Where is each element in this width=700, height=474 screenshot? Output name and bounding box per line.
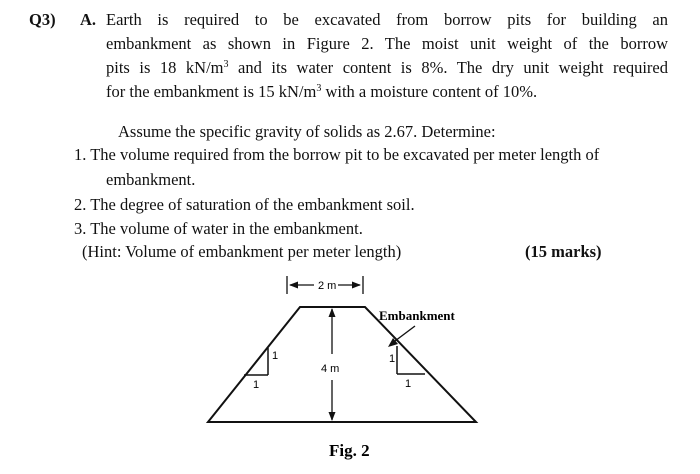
- right-slope-triangle: [397, 346, 425, 374]
- top-width-label: 2 m: [318, 280, 337, 292]
- height-label: 4 m: [321, 363, 340, 375]
- question-line-1: Earth is required to be excavated from borrow pits for building an: [106, 10, 668, 29]
- hint: (Hint: Volume of embankment per meter length): [82, 242, 402, 261]
- right-slope-run: 1: [405, 378, 412, 390]
- exponent-2: 3: [316, 83, 322, 94]
- item-2: 2. The degree of saturation of the embankment soil.: [74, 195, 415, 214]
- question-part: A.: [80, 10, 97, 29]
- embankment-figure: [190, 268, 510, 468]
- marks: (15 marks): [525, 242, 602, 261]
- left-slope-rise: 1: [272, 350, 279, 362]
- left-slope-run: 1: [253, 379, 260, 391]
- item-3: 3. The volume of water in the embankment.: [74, 219, 363, 238]
- embankment-label: Embankment: [379, 308, 455, 323]
- item-1-cont: embankment.: [106, 170, 196, 189]
- question-number: Q3): [29, 10, 56, 29]
- assume-line: Assume the specific gravity of solids as 2.67. Determine:: [118, 122, 496, 141]
- question-line-2: embankment as shown in Figure 2. The moist unit weight of the borrow: [106, 34, 668, 53]
- question-line-3: pits is 18 $kN/m^3$ and its water content is 8%. The dry unit weight required: [106, 58, 669, 77]
- embankment-outline: [208, 307, 476, 422]
- figure-caption: Fig. 2: [329, 441, 370, 460]
- question-line-4: for the embankment is 15 $kN/m^3$ with a moisture content of 10%.: [106, 82, 538, 101]
- exponent-1: 3: [223, 59, 229, 70]
- item-1: 1. The volume required from the borrow pit to be excavated per meter length of: [74, 145, 600, 164]
- right-slope-rise: 1: [389, 353, 396, 365]
